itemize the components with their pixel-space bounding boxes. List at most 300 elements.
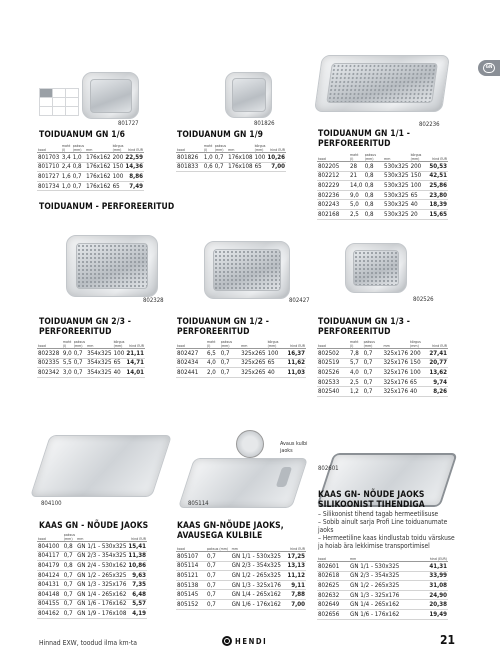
price-cell: 10,86 <box>128 561 146 569</box>
value-cell: GN 1/6 - 176x162 <box>77 600 127 608</box>
col-korgus: kõrgus (mm) <box>113 339 125 348</box>
value-cell: GN 1/6 - 176x162 <box>349 609 421 619</box>
code-cell: 802502 <box>317 349 349 359</box>
col-paksus: paksus (mm) <box>364 151 383 162</box>
table-row <box>37 172 144 182</box>
code-cell: 802205 <box>317 162 349 172</box>
table-row <box>176 561 306 571</box>
table-row <box>317 349 448 359</box>
table-row <box>317 590 448 600</box>
value-cell: GN 2/3 - 354x325 <box>231 561 286 571</box>
price-cell: 19,49 <box>421 609 448 619</box>
table-gn12p <box>176 338 306 378</box>
price-cell: 15,65 <box>429 210 447 218</box>
code-cell: 804100 <box>37 542 63 552</box>
section-title-lids-silicone: KAAS GN- NÕUDE JAOKS SILIKOONIST TIHENDIGA <box>318 490 425 510</box>
value-cell: 354x325 <box>87 368 112 376</box>
value-cell: 2,4 <box>61 163 71 171</box>
value-cell: 5,0 <box>349 200 364 210</box>
code-cell: 805114 <box>176 561 206 571</box>
value-cell: GN 2/3 - 354x325 <box>77 552 127 560</box>
col-maht: maht (l) <box>349 151 364 162</box>
value-cell: 0,7 <box>363 349 383 359</box>
code-cell: 804124 <box>37 570 63 580</box>
table-row <box>176 580 306 590</box>
product-code-802526: 802526 <box>413 296 434 303</box>
price-cell: 7,49 <box>124 181 144 191</box>
section-title-gn19: TOIDUANUM GN 1/9 <box>177 130 264 140</box>
col-kood: kood <box>176 142 203 153</box>
value-cell: 0,6 <box>203 163 213 171</box>
product-code-805114: 805114 <box>188 500 209 507</box>
price-cell: 7,00 <box>285 599 306 609</box>
table-row <box>317 600 448 610</box>
gn-size-diagram <box>39 88 79 116</box>
value-cell: 200 <box>112 153 124 161</box>
col-korgus: kõrgus (mm) <box>410 151 429 162</box>
table-row <box>317 387 448 397</box>
col-maht: maht (l) <box>349 338 363 349</box>
col-mm: mm <box>76 531 127 542</box>
value-cell: 0,8 <box>63 561 76 571</box>
code-cell: 802649 <box>317 600 349 610</box>
col-kood: kood <box>317 151 349 162</box>
value-cell: 354x325 <box>87 349 112 357</box>
value-cell: 0,7 <box>220 368 240 378</box>
col-hind: hind EUR <box>286 338 306 349</box>
product-code-801826: 801826 <box>254 120 275 127</box>
value-cell: 100 <box>410 181 429 191</box>
price-cell: 9,74 <box>428 377 448 387</box>
col-paksus: paksus (mm) <box>63 532 76 541</box>
table-lids-ladle <box>176 541 306 610</box>
value-cell: 150 <box>112 163 124 171</box>
value-cell: 0,7 <box>206 590 231 600</box>
value-cell: 0,7 <box>63 580 76 590</box>
price-cell: 25,86 <box>429 181 447 189</box>
brand-name: HENDI <box>235 636 268 646</box>
section-title-perforated: TOIDUANUM - PERFOREERITUD <box>39 202 175 212</box>
price-cell: 7,35 <box>127 580 147 590</box>
col-mm: mm <box>240 338 267 349</box>
code-cell: 802533 <box>317 377 349 387</box>
price-cell: 27,41 <box>429 349 447 357</box>
value-cell: 3,0 <box>62 368 72 376</box>
col-mm: mm <box>85 142 112 153</box>
price-cell: 15,41 <box>128 542 146 550</box>
code-cell: 802632 <box>317 590 349 600</box>
price-cell: 16,37 <box>287 349 305 357</box>
value-cell: 7,8 <box>349 349 363 359</box>
code-cell: 804155 <box>37 599 63 609</box>
value-cell: 40 <box>409 387 428 397</box>
value-cell: 0,7 <box>206 580 231 590</box>
table-row <box>317 609 448 619</box>
price-cell: 5,57 <box>127 599 147 609</box>
price-cell: 41,31 <box>421 562 448 572</box>
price-cell: 23,80 <box>429 191 447 199</box>
section-title-gn13p: TOIDUANUM GN 1/3 - PERFOREERITUD <box>318 317 411 337</box>
code-cell: 801833 <box>176 162 203 172</box>
code-cell: 802243 <box>317 200 349 210</box>
col-hind: hind EUR <box>266 142 286 153</box>
value-cell: 0,7 <box>63 609 76 619</box>
table-row <box>37 181 144 191</box>
code-cell: 802625 <box>317 581 349 591</box>
col-maht: maht (l) <box>61 143 71 152</box>
value-cell: 0,8 <box>364 200 383 210</box>
price-cell: 22,59 <box>125 153 143 161</box>
value-cell: 9,0 <box>62 349 72 357</box>
value-cell: 1,6 <box>61 172 71 180</box>
price-cell: 14,36 <box>125 163 143 171</box>
gn-section-tab <box>478 60 500 76</box>
value-cell: GN 1/1 - 530x325 <box>231 552 286 562</box>
price-cell: 18,39 <box>429 201 447 209</box>
value-cell: 5,7 <box>349 358 363 368</box>
table-row <box>317 571 448 581</box>
price-cell: 7,00 <box>266 162 286 172</box>
col-korgus: kõrgus (mm) <box>112 143 124 152</box>
table-gn16 <box>37 142 144 191</box>
value-cell: 0,7 <box>73 368 86 378</box>
code-cell: 801734 <box>38 182 60 190</box>
pan-gn23-perforated-image <box>66 235 158 297</box>
value-cell: GN 1/1 - 530x325 <box>349 562 421 572</box>
code-cell: 805152 <box>176 599 206 609</box>
value-cell: 0,7 <box>73 349 86 359</box>
silicone-bullet-3: – Hermeetiline kaas kindlustab toidu värskuse ja hoiab ära lekkimise transportimisel <box>318 534 455 550</box>
value-cell: 150 <box>409 358 428 368</box>
code-cell: 802229 <box>317 181 349 191</box>
table-lids <box>37 531 147 619</box>
table-row <box>317 377 448 387</box>
value-cell: 4,0 <box>349 368 363 378</box>
value-cell: 0,7 <box>363 368 383 378</box>
value-cell: 65 <box>410 190 429 200</box>
price-cell: 11,62 <box>287 359 305 367</box>
value-cell: 65 <box>113 358 126 368</box>
code-cell: 804148 <box>37 589 63 599</box>
col-mm: mm <box>231 541 286 552</box>
value-cell: 65 <box>267 358 287 368</box>
price-cell: 50,53 <box>429 162 447 170</box>
value-cell: 530x325 <box>384 201 409 209</box>
value-cell: 0,8 <box>364 162 383 172</box>
code-cell: 802342 <box>37 368 62 378</box>
table-row <box>37 153 144 163</box>
code-cell: 802236 <box>317 190 349 200</box>
code-cell: 802427 <box>176 349 206 359</box>
table-row <box>317 190 448 200</box>
code-cell: 801826 <box>176 153 203 163</box>
col-hind: hind EUR <box>127 531 147 542</box>
table-row <box>176 571 306 581</box>
code-cell: 802168 <box>317 209 349 219</box>
value-cell: 65 <box>254 162 267 172</box>
value-cell: 325x265 <box>241 349 266 357</box>
product-code-802601: 802601 <box>318 465 339 472</box>
value-cell: 354x325 <box>87 359 112 367</box>
code-cell: 802618 <box>317 571 349 581</box>
table-row <box>317 162 448 172</box>
value-cell: 1,2 <box>349 387 363 397</box>
col-korgus: kõrgus (mm) <box>409 338 428 349</box>
value-cell: 0,7 <box>206 552 231 562</box>
table-row <box>176 153 286 163</box>
value-cell: 200 <box>410 162 429 172</box>
value-cell: 100 <box>254 153 266 161</box>
ladle-opening-callout: Avaus kulbi jaoks <box>280 441 308 454</box>
col-kood: kood <box>37 338 62 349</box>
table-row <box>37 561 147 571</box>
value-cell: 176x162 <box>86 172 111 180</box>
value-cell: 0,7 <box>206 561 231 571</box>
col-paksus: paksus (mm) <box>206 541 231 552</box>
col-hind: hind EUR <box>285 541 306 552</box>
price-cell: 9,11 <box>285 580 306 590</box>
table-row <box>317 200 448 210</box>
value-cell: 0,7 <box>214 162 227 172</box>
value-cell: 3,4 <box>61 153 71 161</box>
value-cell: 176x162 <box>86 163 111 171</box>
value-cell: 21 <box>349 171 364 181</box>
code-cell: 802601 <box>317 562 349 572</box>
code-cell: 802434 <box>176 358 206 368</box>
price-cell: 11,12 <box>285 571 306 581</box>
value-cell: GN 2/3 - 354x325 <box>349 571 421 581</box>
value-cell: GN 1/3 - 325x176 <box>349 590 421 600</box>
price-cell: 4,19 <box>127 609 147 619</box>
table-row <box>37 580 147 590</box>
value-cell: GN 1/2 - 265x325 <box>77 571 127 579</box>
code-cell: 805145 <box>176 590 206 600</box>
table-gn23p <box>37 338 145 378</box>
value-cell: 0,8 <box>364 209 383 219</box>
value-cell: 65 <box>409 377 428 387</box>
table-row <box>176 552 306 562</box>
value-cell: 0,8 <box>63 542 76 552</box>
gn-tab-label: GN <box>483 63 495 73</box>
ladle-opening-zoom-circle <box>236 430 264 458</box>
value-cell: 325x265 <box>241 359 266 367</box>
value-cell: GN 1/2 - 265x325 <box>231 571 286 581</box>
price-cell: 9,63 <box>127 570 147 580</box>
value-cell: 530x325 <box>384 210 409 218</box>
code-cell: 801703 <box>38 153 60 161</box>
code-cell: 805138 <box>176 580 206 590</box>
table-row <box>317 209 448 219</box>
product-code-801727: 801727 <box>118 120 139 127</box>
value-cell: GN 1/3 - 325x176 <box>231 580 286 590</box>
brand-logo <box>222 635 267 647</box>
value-cell: 0,7 <box>220 358 240 368</box>
table-row <box>37 570 147 580</box>
table-row <box>176 368 306 378</box>
col-paksus: paksus (mm) <box>363 338 383 349</box>
value-cell: 20 <box>410 209 429 219</box>
footer-note: Hinnad EXW, toodud ilma km-ta <box>39 639 137 647</box>
price-cell: 6,48 <box>127 589 147 599</box>
value-cell: GN 1/9 - 176x108 <box>77 609 127 617</box>
price-cell: 33,99 <box>421 571 448 581</box>
value-cell: GN 1/3 - 325x176 <box>77 581 127 589</box>
code-cell: 805107 <box>176 552 206 562</box>
price-cell: 8,86 <box>124 172 144 182</box>
value-cell: 0,8 <box>364 171 383 181</box>
value-cell: GN 1/2 - 265x325 <box>349 581 421 591</box>
value-cell: 0,7 <box>73 358 86 368</box>
value-cell: 176x108 <box>228 153 253 161</box>
code-cell: 804131 <box>37 580 63 590</box>
table-row <box>37 589 147 599</box>
col-mm: mm <box>86 338 113 349</box>
col-kood: kood <box>176 338 206 349</box>
value-cell: 28 <box>349 162 364 172</box>
col-hind: hind EUR <box>428 151 448 162</box>
section-title-gn12p: TOIDUANUM GN 1/2 - PERFOREERITUD <box>177 317 270 337</box>
value-cell: 100 <box>112 172 124 180</box>
pan-gn16-image <box>82 72 139 119</box>
table-row <box>176 599 306 609</box>
pan-gn13-perforated-image <box>345 243 407 293</box>
value-cell: GN 1/4 - 265x162 <box>349 600 421 610</box>
value-cell: 176x162 <box>86 153 111 161</box>
value-cell: 40 <box>267 368 287 378</box>
table-row <box>317 358 448 368</box>
value-cell: 1,0 <box>61 182 71 190</box>
silicone-bullet-1: – Silikoonist tihend tagab hermeetilisuse <box>318 510 439 518</box>
value-cell: 530x325 <box>384 162 409 170</box>
col-mm: mm <box>382 338 409 349</box>
value-cell: GN 1/6 - 176x162 <box>231 599 286 609</box>
section-title-gn23p: TOIDUANUM GN 2/3 - PERFOREERITUD <box>39 317 132 337</box>
product-code-802236: 802236 <box>419 121 440 128</box>
price-cell: 13,62 <box>429 368 447 376</box>
value-cell: 200 <box>409 349 428 359</box>
value-cell: 1,0 <box>203 153 213 161</box>
section-title-lids: KAAS GN - NÕUDE JAOKS <box>39 521 149 531</box>
pan-gn19-image <box>225 72 272 118</box>
code-cell: 802441 <box>176 368 206 378</box>
col-korgus: kõrgus (mm) <box>267 338 287 349</box>
value-cell: 530x325 <box>384 191 409 199</box>
value-cell: 0,7 <box>63 570 76 580</box>
value-cell: 0,8 <box>364 181 383 191</box>
code-cell: 805121 <box>176 571 206 581</box>
table-row <box>37 609 147 619</box>
code-cell: 802212 <box>317 171 349 181</box>
price-cell: 11,03 <box>287 368 305 376</box>
value-cell: 0,7 <box>72 181 85 191</box>
value-cell: 0,7 <box>220 349 240 359</box>
code-cell: 802519 <box>317 358 349 368</box>
value-cell: 176x108 <box>228 163 253 171</box>
price-cell: 21,11 <box>126 349 144 357</box>
value-cell: 2,5 <box>349 209 364 219</box>
page-number: 21 <box>440 633 456 647</box>
col-kood: kood <box>317 338 349 349</box>
table-row <box>37 358 145 368</box>
value-cell: 40 <box>113 368 126 378</box>
price-cell: 7,88 <box>285 590 306 600</box>
table-row <box>176 162 286 172</box>
code-cell: 804162 <box>37 609 63 619</box>
price-cell: 17,25 <box>285 552 306 562</box>
value-cell: 530x325 <box>384 181 409 189</box>
col-kood: kood <box>176 541 206 552</box>
section-title-lids-ladle: KAAS GN-NÕUDE JAOKS, AVAUSEGA KULBILE <box>177 521 284 541</box>
table-gn13p <box>317 338 448 397</box>
product-code-804100: 804100 <box>41 500 62 507</box>
price-cell: 20,38 <box>421 600 448 610</box>
lid-gn-image <box>30 435 172 497</box>
table-row <box>317 181 448 191</box>
table-gn11p <box>317 151 448 220</box>
value-cell: 9,0 <box>349 190 364 200</box>
value-cell: 6,5 <box>206 349 220 359</box>
value-cell: 0,7 <box>363 377 383 387</box>
value-cell: 325x265 <box>241 368 266 376</box>
table-row <box>37 551 147 561</box>
value-cell: 2,0 <box>206 368 220 378</box>
value-cell: 176x162 <box>86 182 111 190</box>
value-cell: 0,7 <box>206 599 231 609</box>
value-cell: 0,7 <box>63 551 76 561</box>
value-cell: 0,8 <box>72 162 85 172</box>
value-cell: 100 <box>267 349 287 359</box>
table-row <box>317 368 448 378</box>
table-row <box>37 162 144 172</box>
col-kood: kood <box>37 142 61 153</box>
col-mm: mm <box>383 151 410 162</box>
value-cell: 0,8 <box>364 190 383 200</box>
value-cell: 0,7 <box>363 358 383 368</box>
value-cell: 0,7 <box>63 599 76 609</box>
value-cell: 65 <box>112 181 125 191</box>
section-title-gn11p: TOIDUANUM GN 1/1 - PERFOREERITUD <box>318 129 411 149</box>
section-title-gn16: TOIDUANUM GN 1/6 <box>39 130 126 140</box>
col-hind: hind (EUR) <box>421 551 448 562</box>
col-mm: mm <box>349 551 421 562</box>
col-kood: kood <box>317 551 349 562</box>
value-cell: 325x176 <box>383 359 409 367</box>
table-row <box>37 599 147 609</box>
product-code-802427: 802427 <box>289 297 310 304</box>
col-maht: maht (l) <box>206 338 220 349</box>
table-row <box>317 562 448 572</box>
value-cell: 325x176 <box>383 368 409 376</box>
value-cell: 14,0 <box>350 181 363 189</box>
table-row <box>37 542 147 552</box>
value-cell: 2,5 <box>349 377 363 387</box>
col-kood: kood <box>37 531 63 542</box>
col-korgus: kõrgus (mm) <box>254 143 266 152</box>
table-row <box>317 171 448 181</box>
table-row <box>37 368 145 378</box>
value-cell: 0,7 <box>363 387 383 397</box>
value-cell: 150 <box>410 171 429 181</box>
code-cell: 802526 <box>317 368 349 378</box>
value-cell: 325x176 <box>383 388 409 396</box>
value-cell: GN 1/4 - 265x162 <box>231 590 286 600</box>
price-cell: 10,26 <box>267 153 285 161</box>
col-paksus: paksus (mm) <box>214 143 227 152</box>
code-cell: 802335 <box>37 358 62 368</box>
price-cell: 13,13 <box>285 561 306 571</box>
value-cell: 0,7 <box>214 153 227 163</box>
value-cell: 5,5 <box>62 359 72 367</box>
